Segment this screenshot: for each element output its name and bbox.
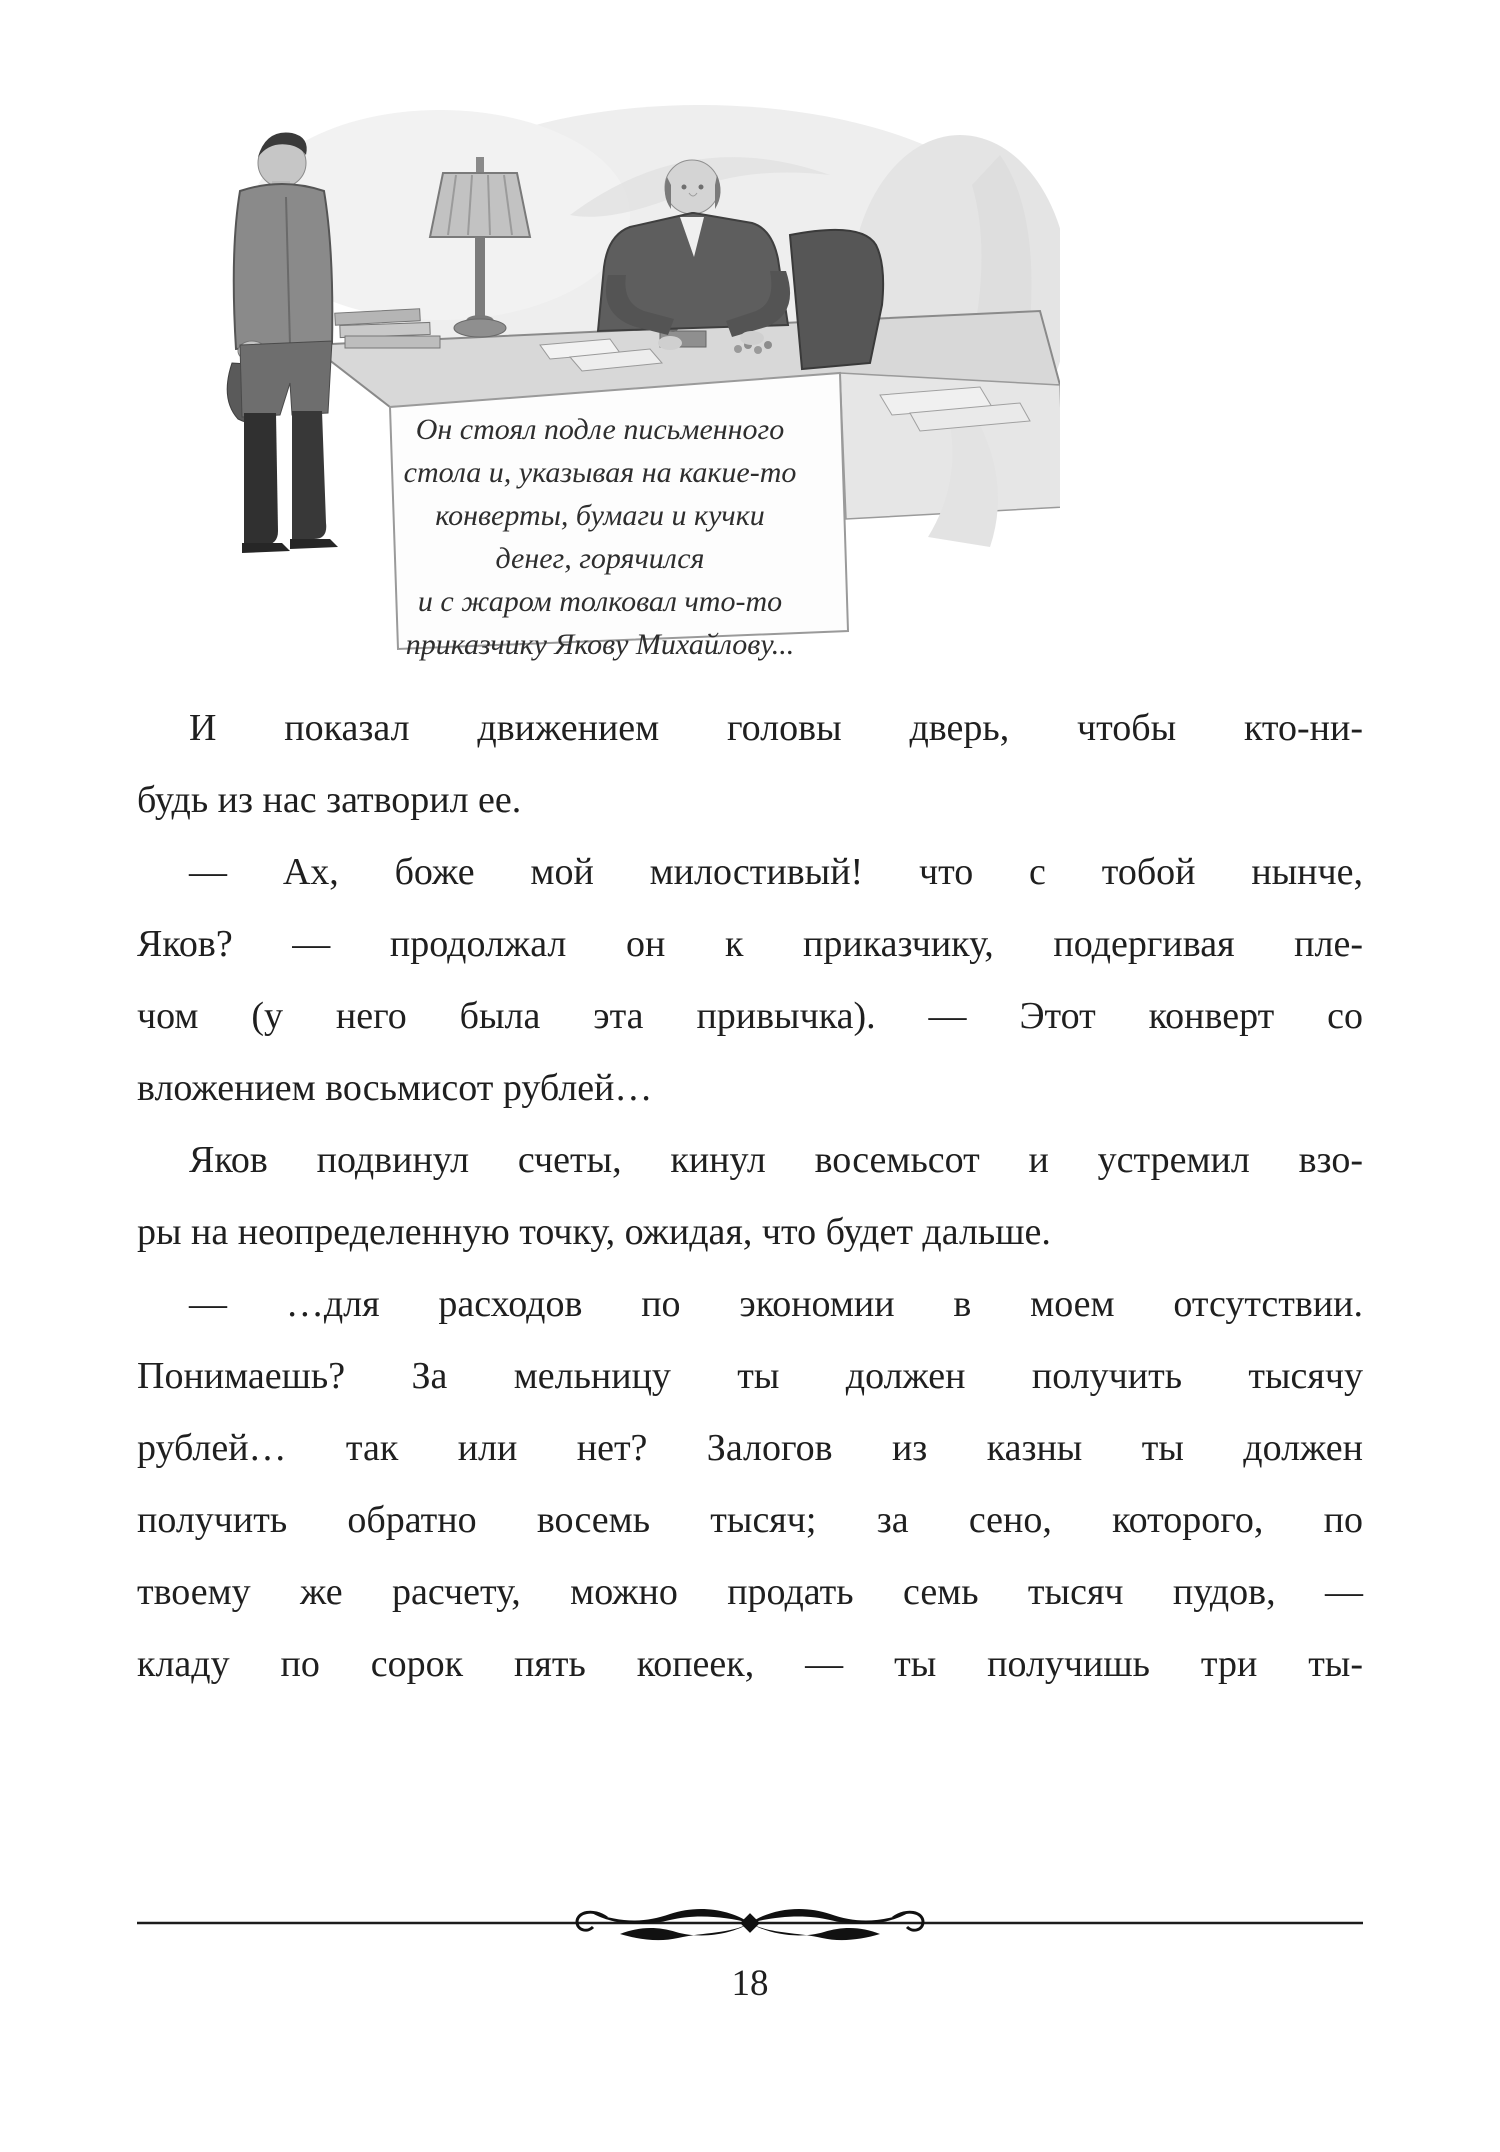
text-line: получить обратно восемь тысяч; за сено, которого, по — [137, 1499, 1363, 1541]
caption-line: конверты, бумаги и кучки — [435, 499, 765, 532]
body-text — [137, 692, 1363, 1700]
text-line: И показал движением головы дверь, чтобы кто-ни- — [189, 707, 1363, 749]
paragraph — [137, 692, 1363, 836]
text-line: рублей… так или нет? Залогов из казны ты должен — [137, 1427, 1363, 1469]
text-line: вложением восьмисот рублей… — [137, 1067, 653, 1109]
paragraph — [137, 836, 1363, 1124]
caption-line: приказчику Якову Михайлову... — [405, 628, 795, 661]
paragraph — [137, 1124, 1363, 1268]
text-line: чом (у него была эта привычка). — Этот конверт со — [137, 995, 1363, 1037]
text-line: Яков? — продолжал он к приказчику, подергивая пле- — [137, 923, 1363, 965]
text-line: — Ах, боже мой милостивый! что с тобой нынче, — [189, 851, 1363, 893]
text-line: ры на неопределенную точку, ожидая, что будет дальше. — [137, 1211, 1051, 1253]
divider-ornament — [137, 1896, 1363, 1948]
text-line: будь из нас затворил ее. — [137, 779, 522, 821]
caption-line: стола и, указывая на какие-то — [403, 456, 797, 489]
text-line: — …для расходов по экономии в моем отсутствии. — [189, 1283, 1363, 1325]
text-line: твоему же расчету, можно продать семь тысяч пудов, — — [137, 1571, 1363, 1613]
text-line: кладу по сорок пять копеек, — ты получишь три ты- — [137, 1643, 1363, 1685]
section-divider — [137, 1896, 1363, 1948]
caption-line: денег, горячился — [495, 542, 705, 575]
page-number: 18 — [731, 1963, 769, 2004]
caption-line: и с жаром толковал что-то — [417, 585, 783, 618]
text-line: Понимаешь? За мельницу ты должен получить тысячу — [137, 1355, 1363, 1397]
paragraph — [137, 1268, 1363, 1700]
illustration-caption — [350, 408, 850, 666]
illustration-two-men-at-desk — [140, 95, 1060, 665]
standing-man-figure — [227, 133, 338, 554]
caption-line: Он стоял подле письменного — [415, 413, 785, 446]
text-line: Яков подвинул счеты, кинул восемьсот и устремил взо- — [189, 1139, 1363, 1181]
